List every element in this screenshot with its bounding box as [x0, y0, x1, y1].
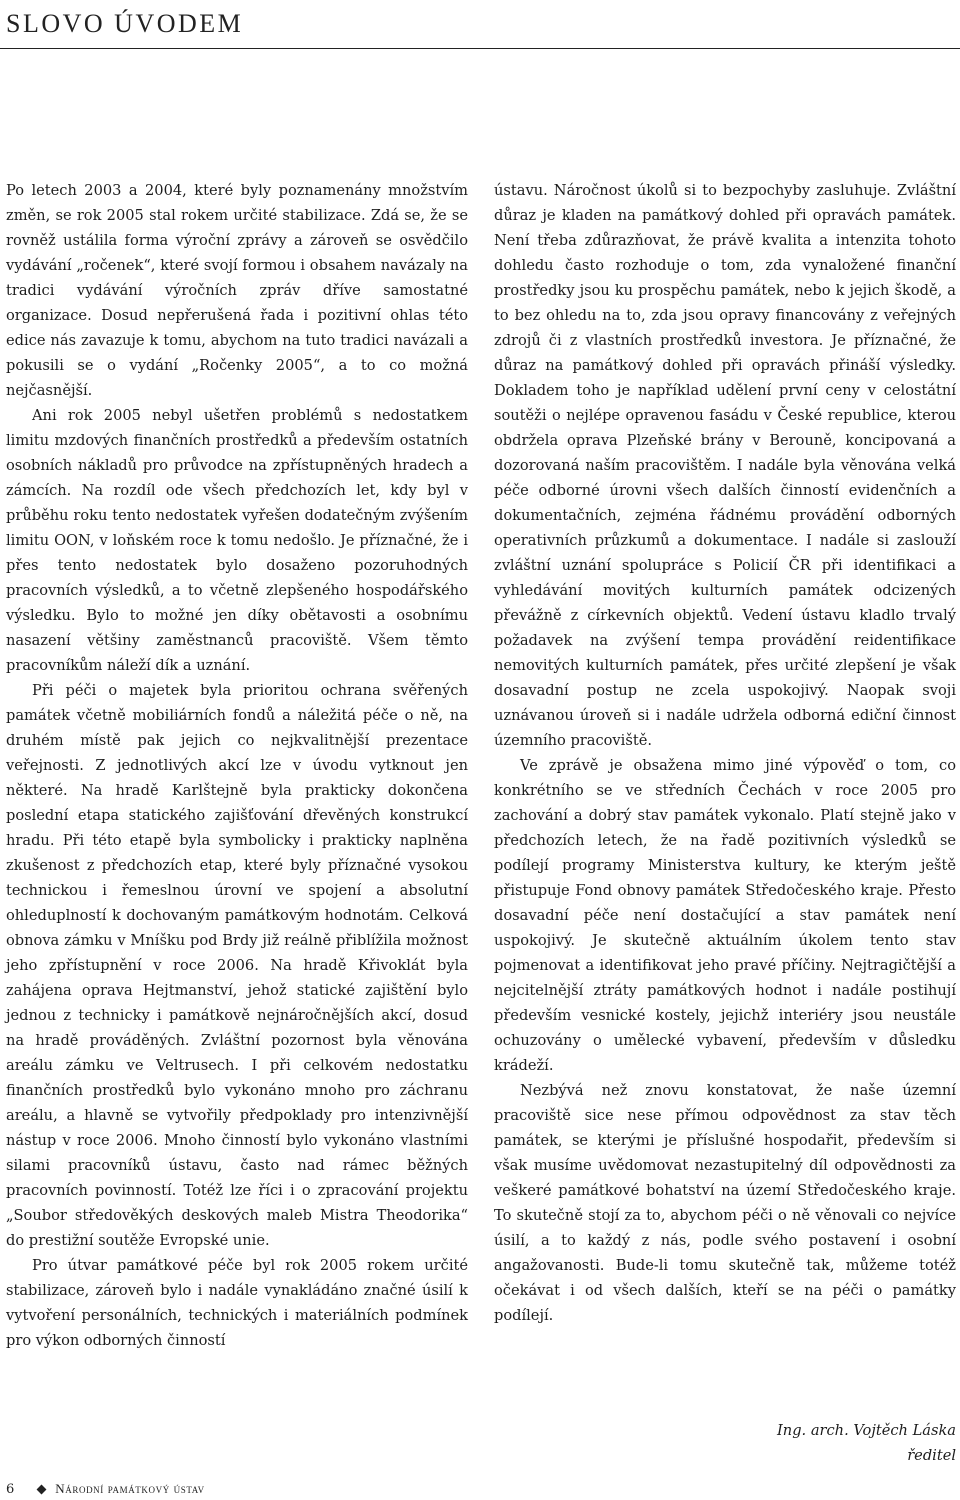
left-paragraph-1: Po letech 2003 a 2004, které byly poznamenány množstvím změn, se rok 2005 stal rokem určité stabilizace. Zdá se, že se rovněž ustálila forma výroční zprávy a zároveň se osvědčilo vydávání „ročenek“, které svojí formou i obsahem navázaly na tradici vydávání výročních zpráv dříve samostatné organizace. Dosud nepřerušená řada i pozitivní ohlas této edice nás zavazuje k tomu, abychom na tuto tradici navázali a pokusili se o vydání „Ročenky 2005“, a to co možná nejčasnější.: [6, 182, 468, 399]
signature: [700, 1418, 956, 1468]
left-paragraph-3: Při péči o majetek byla prioritou ochrana svěřených památek včetně mobiliárních fondů a náležitá péče o ně, na druhém místě pak jejich co nejkvalitnější prezentace veřejnosti. Z jednotlivých akcí lze v úvodu vytknout jen některé. Na hradě Karlštejně byla prakticky dokončena poslední etapa statického zajišťování dřevěných konstrukcí hradu. Při této etapě byla symbolicky i prakticky naplněna zkušenost z předchozích etap, které byly příznačné vysokou technickou i řemeslnou úrovní ve spojení a absolutní ohleduplností k dochovaným památkovým hodnotám. Celková obnova zámku v Mníšku pod Brdy již reálně přiblížila možnost jeho zpřístupnění v roce 2006. Na hradě Křivoklát byla zahájena oprava Hejtmanství, jehož statické zajištění bylo jednou z technicky i památkově nejnáročnějších akcí, dosud na hradě prováděných. Zvláštní pozornost byla věnována areálu zámku ve Veltrusech. I při celkovém nedostatku finančních prostředků bylo vykonáno mnoho pro záchranu areálu, a hlavně se vytvořily předpoklady pro intenzivnější nástup v roce 2006. Mnoho činností bylo vykonáno vlastními silami pracovníků ústavu, často nad rámec běžných pracovních povinností. Totéž lze říci i o zpracování projektu „Soubor středověkých deskových maleb Mistra Theodorika“ do prestižní soutěže Evropské unie.: [6, 682, 468, 1249]
signature-name: Ing. arch. Vojtěch Láska: [777, 1422, 956, 1439]
right-column: [494, 178, 956, 1328]
page-number: 6: [6, 1481, 15, 1497]
page-title: SLOVO ÚVODEM: [6, 9, 244, 38]
right-paragraph-3: Nezbývá než znovu konstatovat, že naše územní pracoviště sice nese přímou odpovědnost za stav těch památek, se kterými je příslušné hospodařit, především si však musíme uvědomovat nezastupitelný díl odpovědnosti za veškeré památkové bohatství na území Středočeského kraje. To skutečně stojí za to, abychom péči o ně věnovali co nejvíce úsilí, a to každý z nás, podle svého postavení i osobní angažovanosti. Bude-li tomu skutečně tak, můžeme totéž očekávat i od všech dalších, kteří se na péči o památky podílejí.: [494, 1082, 956, 1324]
left-column: [6, 178, 468, 1353]
signature-role: ředitel: [907, 1447, 956, 1464]
diamond-icon: [37, 1484, 47, 1494]
title-bar: [0, 0, 960, 49]
page-footer: [6, 1478, 205, 1500]
footer-organization: Národní památkový ústav: [55, 1481, 205, 1496]
left-paragraph-2: Ani rok 2005 nebyl ušetřen problémů s nedostatkem limitu mzdových finančních prostředků a především ostatních osobních nákladů pro průvodce na zpřístupněných hradech a zámcích. Na rozdíl ode všech předchozích let, kdy byl v průběhu roku tento nedostatek vyřešen dodatečným zvýšením limitu OON, v loňském roce k tomu nedošlo. Je příznačné, že i přes tento nedostatek bylo dosaženo pozoruhodných pracovních výsledků, a to včetně zlepšeného hospodářského výsledku. Bylo to možné jen díky obětavosti a osobnímu nasazení většiny zaměstnanců pracoviště. Všem těmto pracovníkům náleží dík a uznání.: [6, 407, 468, 674]
right-paragraph-2: Ve zprávě je obsažena mimo jiné výpověď o tom, co konkrétního se ve středních Čechách v roce 2005 pro zachování a dobrý stav památek vykonalo. Platí stejně jako v předchozích letech, že na řadě pozitivních výsledků se podílejí programy Ministerstva kultury, ke kterým ještě přistupuje Fond obnovy památek Středočeského kraje. Přesto dosavadní péče není dostačující a stav památek není uspokojivý. Je skutečně aktuálním úkolem tento stav pojmenovat a identifikovat jeho pravé příčiny. Nejtragičtější a nejcitelnější ztráty památkových hodnot i nadále postihují především vesnické kostely, jejichž interiéry jsou neustále ochuzovány o umělecké vybavení, především v důsledku krádeží.: [494, 757, 956, 1074]
right-paragraph-1: ústavu. Náročnost úkolů si to bezpochyby zasluhuje. Zvláštní důraz je kladen na památkový dohled při opravách památek. Není třeba zdůrazňovat, že právě kvalita a intenzita tohoto dohledu často rozhoduje o tom, zda vynaložené finanční prostředky jsou ku prospěchu památek, nebo k jejich škodě, a to bez ohledu na to, zda jsou opravy financovány z veřejných zdrojů či z vlastních prostředků investora. Je příznačné, že důraz na památkový dohled při opravách přináší výsledky. Dokladem toho je například udělení první ceny v celostátní soutěži o nejlépe opravenou fasádu v České republice, kterou obdržela oprava Plzeňské brány v Berouně, koncipovaná a dozorovaná naším pracovištěm. I nadále byla věnována velká péče odborné úrovni všech dalších činností evidenčních a dokumentačních, zejména řádnému provádění odborných operativních průzkumů a dokumentace. I nadále si zaslouží zvláštní uznání spolupráce s Policií ČR při identifikaci a vyhledávání movitých kulturních památek odcizených převážně z církevních objektů. Vedení ústavu kladlo trvalý požadavek na zvýšení tempa provádění reidentifikace nemovitých kulturních památek, přes určité zlepšení je však dosavadní postup ne zcela uspokojivý. Naopak svoji uznávanou úroveň si i nadále udržela odborná ediční činnost územního pracoviště.: [494, 182, 956, 749]
left-paragraph-4: Pro útvar památkové péče byl rok 2005 rokem určité stabilizace, zároveň bylo i nadále vynakládáno značné úsilí k vytvoření personálních, technických i materiálních podmínek pro výkon odborných činností: [6, 1257, 468, 1349]
